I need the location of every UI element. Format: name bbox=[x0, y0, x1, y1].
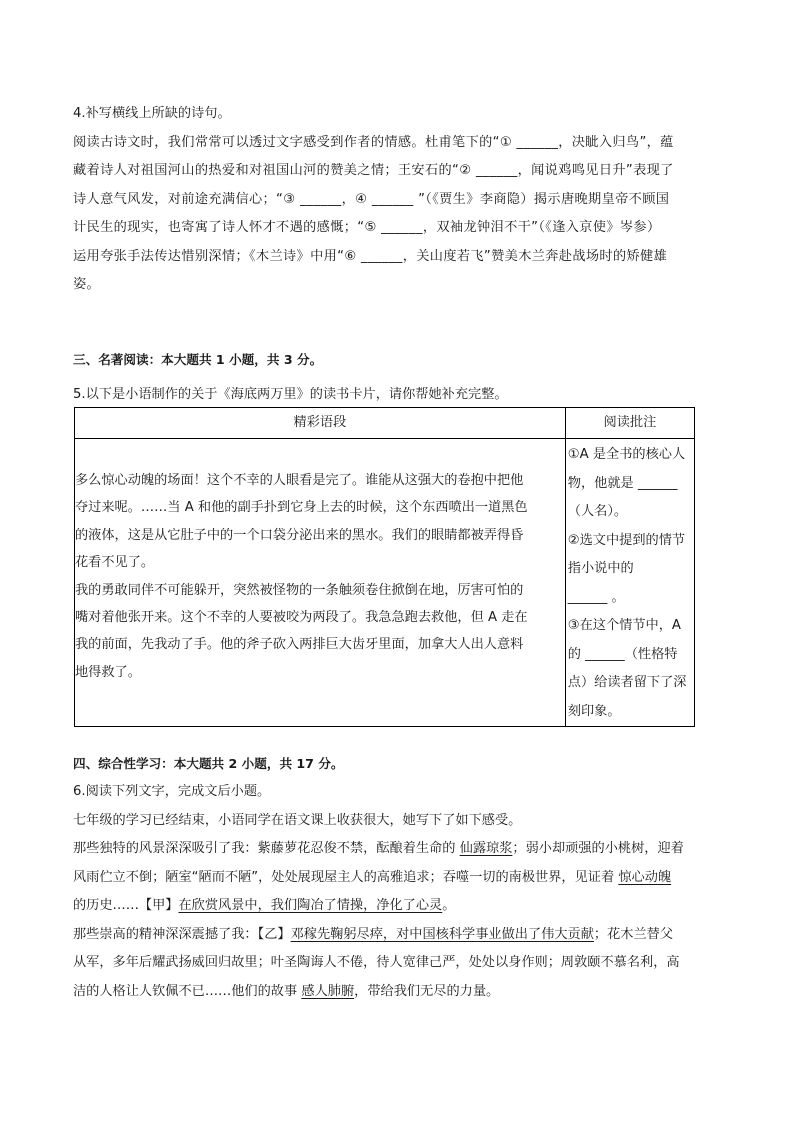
underlined-phrase: 惊心动魄 bbox=[618, 869, 672, 885]
text-span: 的历史……【甲】 bbox=[73, 898, 179, 913]
note-line: 点）给读者留下了深 bbox=[567, 675, 687, 690]
excerpt-line: 我的前面，先我动了手。他的斧子砍入两排巨大齿牙里面，加拿大人出人意料 bbox=[75, 637, 524, 653]
paragraph-2-line-3 bbox=[73, 978, 723, 1007]
note-line: 刻印象。 bbox=[567, 703, 621, 719]
question-4-title: 4.补写横线上所缺的诗句。 bbox=[73, 106, 231, 121]
question-6 bbox=[73, 778, 723, 1006]
text-span: 那些崇高的精神深深震撼了我：【乙】 bbox=[73, 926, 291, 942]
note-line: 指小说中的 bbox=[567, 561, 634, 576]
underlined-phrase: 感人肺腑 bbox=[301, 983, 355, 999]
underlined-sentence-jia: 在欣赏风景中，我们陶冶了情操，净化了心灵 bbox=[178, 898, 443, 913]
note-line: 物，他就是 ______ bbox=[567, 475, 678, 491]
text-span: ，带给我们无尽的力量。 bbox=[354, 983, 500, 999]
text-span: ；弱小却顽强的小桃树，迎着 bbox=[512, 841, 684, 856]
table-header-row bbox=[75, 408, 695, 439]
question-4-line: 藏着诗人对祖国河山的热爱和对祖国山河的赞美之情；王安石的“② ______，闻说鸡鸣见日升”表现了 bbox=[73, 163, 674, 178]
excerpt-line: 多么惊心动魄的场面！这个不幸的人眼看是完了。谁能从这强大的卷抱中把他 bbox=[75, 473, 524, 488]
text-span: 洁的人格让人钦佩不已……他们的故事 bbox=[73, 983, 302, 999]
question-6-title: 6.阅读下列文字，完成文后小题。 bbox=[73, 784, 271, 799]
excerpt-line: 花看不见了。 bbox=[75, 555, 155, 571]
notes-cell bbox=[565, 439, 694, 727]
excerpt-line: 我的勇敢同伴不可能躲开，突然被怪物的一条触须卷住掀倒在地，厉害可怕的 bbox=[75, 582, 524, 598]
text-span: ；花木兰替父 bbox=[593, 926, 674, 942]
note-line: 的 ______（性格特 bbox=[567, 646, 678, 662]
note-line: ②选文中提到的情节 bbox=[567, 532, 686, 548]
paragraph-2-line-1 bbox=[73, 921, 723, 950]
section-3-heading: 三、名著阅读：本大题共 1 小题，共 3 分。 bbox=[73, 352, 323, 367]
question-4-line: 诗人意气风发，对前途充满信心；“③ ______，④ ______ ”（《贾生》李商隐）揭示唐晚期皇帝不顾国 bbox=[73, 191, 670, 207]
question-4-line: 计民生的现实，也寄寓了诗人怀才不遇的感慨；“⑤ ______，双袖龙钟泪不干”（《逢入京使》岑参） bbox=[73, 220, 661, 235]
question-4-paragraph bbox=[73, 129, 723, 300]
paragraph-1-line-1 bbox=[73, 835, 723, 864]
text-span: 风雨伫立不倒；陋室“陋而不陋”，处处展现屋主人的高雅追求；吞噬一切的南极世界，见证着 bbox=[73, 869, 619, 885]
text-span: 那些独特的风景深深吸引了我：紫藤萝花忍俊不禁，酝酿着生命的 bbox=[73, 841, 460, 856]
note-line: ①A 是全书的核心人 bbox=[567, 447, 686, 462]
question-4-line: 阅读古诗文时，我们常常可以透过文字感受到作者的情感。杜甫笔下的“① ______，决眦入归鸟”，蕴 bbox=[73, 134, 674, 150]
question-5-title: 5.以下是小语制作的关于《海底两万里》的读书卡片，请你帮她补充完整。 bbox=[73, 387, 508, 402]
paragraph-1-line-2 bbox=[73, 864, 723, 893]
excerpt-cell bbox=[75, 439, 566, 727]
reading-card-table bbox=[74, 407, 695, 727]
paragraph-2-line-2: 从军，多年后耀武扬威回归故里；叶圣陶诲人不倦，待人宽律己严，处处以身作则；周敦颐不慕名利，高 bbox=[73, 955, 680, 970]
text-span: 。 bbox=[442, 898, 456, 913]
underlined-phrase: 仙露琼浆 bbox=[459, 841, 513, 856]
header-excerpt: 精彩语段 bbox=[75, 408, 566, 439]
excerpt-line: 夺过来呢。……当 A 和他的副手扑到它身上去的时候，这个东西喷出一道黑色 bbox=[75, 500, 528, 516]
underlined-sentence-yi: 邓稼先鞠躬尽瘁，对中国核科学事业做出了伟大贡献 bbox=[290, 926, 594, 942]
excerpt-line: 嘴对着他张开来。这个不幸的人要被咬为两段了。我急急跑去救他，但 A 走在 bbox=[75, 610, 528, 626]
question-4-line: 运用夸张手法传达惜别深情；《木兰诗》中用“⑥ ______，关山度若飞”赞美木兰奔赴战场时的矫健雄 bbox=[73, 248, 668, 264]
question-4-line: 姿。 bbox=[73, 277, 101, 292]
note-line: （人名）。 bbox=[567, 504, 628, 519]
section-4-heading: 四、综合性学习：本大题共 2 小题，共 17 分。 bbox=[73, 756, 344, 771]
note-line: ③在这个情节中，A bbox=[567, 618, 681, 633]
question-4 bbox=[73, 100, 723, 300]
table-row bbox=[75, 439, 695, 727]
header-notes: 阅读批注 bbox=[565, 408, 694, 439]
excerpt-line: 地得救了。 bbox=[75, 664, 141, 680]
note-line: ______ 。 bbox=[567, 589, 625, 605]
paragraph-1-line-3 bbox=[73, 892, 723, 921]
excerpt-line: 的液体，这是从它肚子中的一个口袋分泌出来的黑水。我们的眼睛都被弄得昏 bbox=[75, 527, 524, 543]
question-6-intro: 七年级的学习已经结束，小语同学在语文课上收获很大，她写下了如下感受。 bbox=[73, 812, 522, 828]
